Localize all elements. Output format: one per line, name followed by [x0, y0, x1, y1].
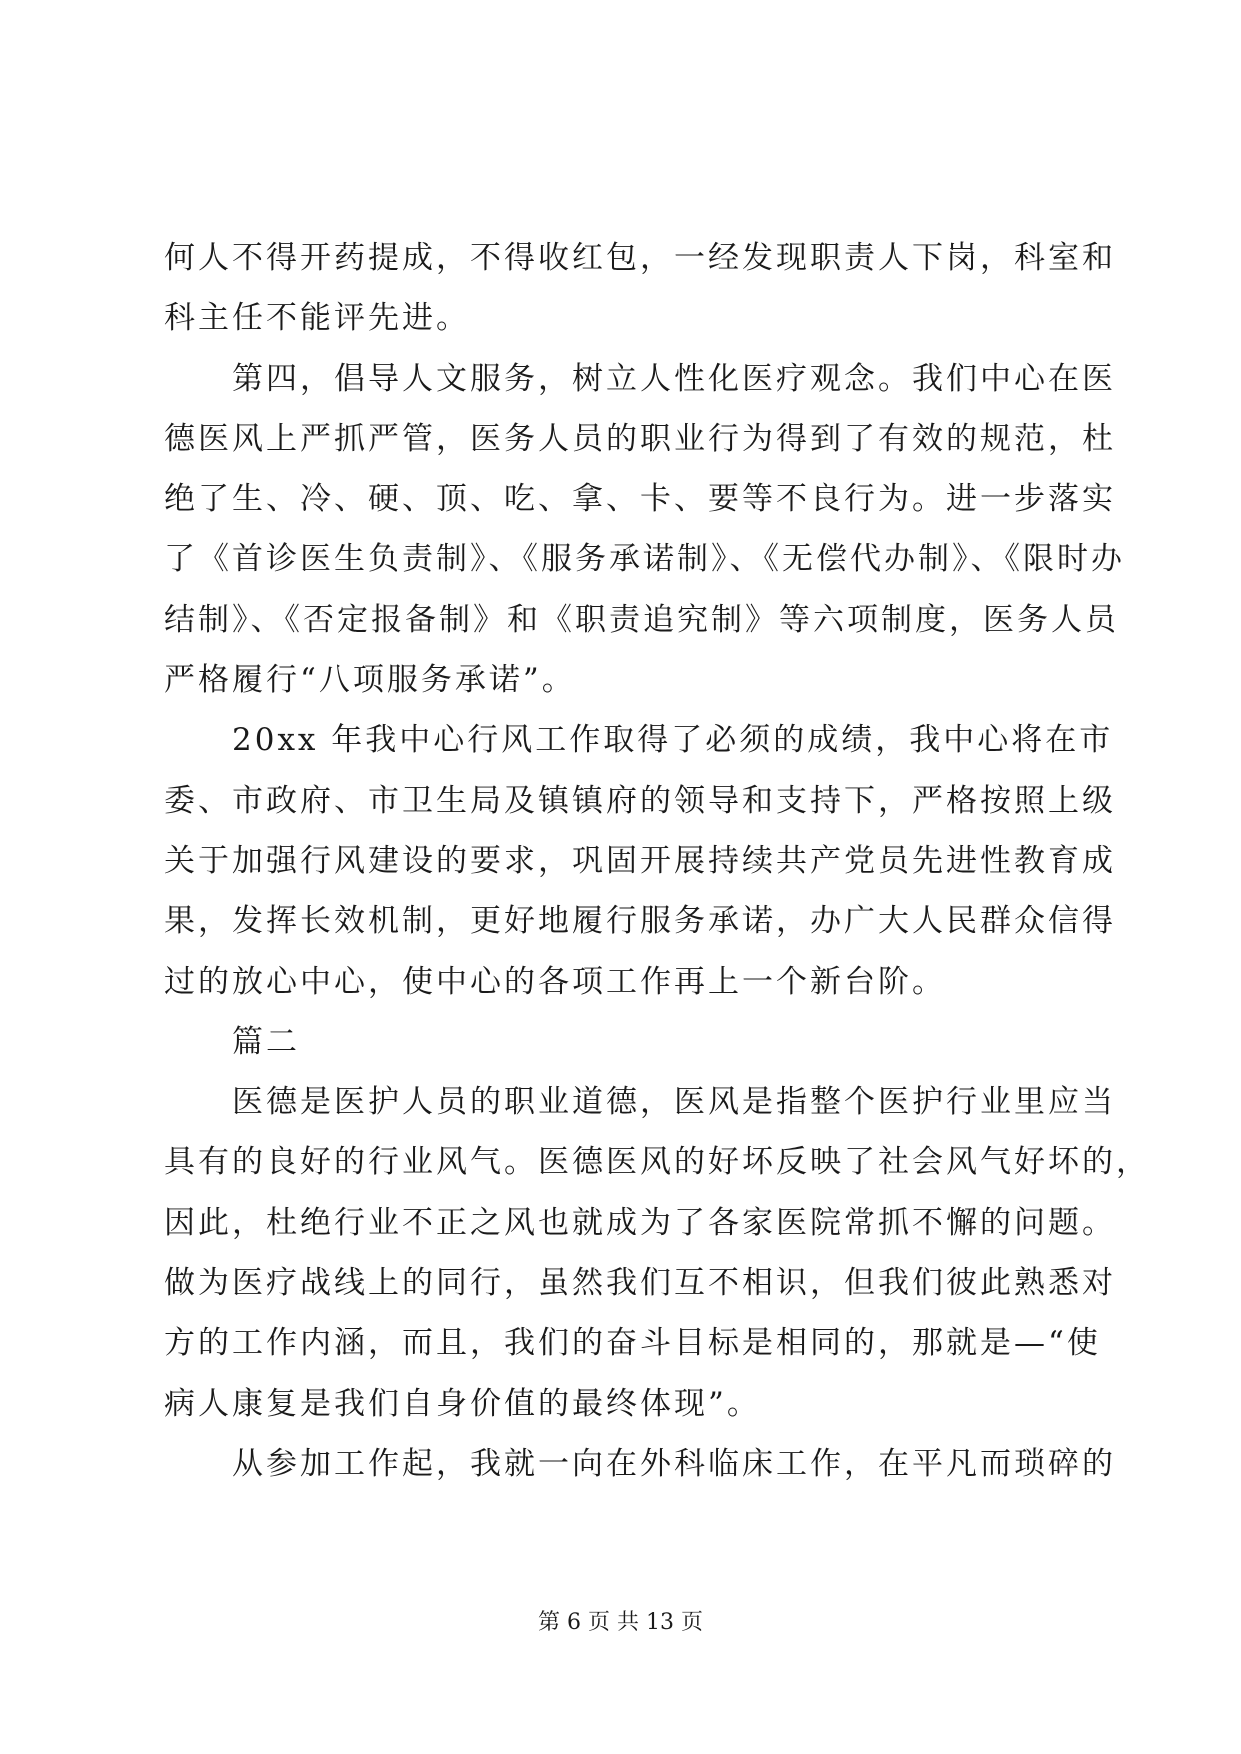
- body-text: [164, 228, 1150, 1494]
- text-line: 具有的良好的行业风气。医德医风的好坏反映了社会风气好坏的，: [164, 1144, 1150, 1181]
- text-line: 了《首诊医生负责制》、《服务承诺制》、《无偿代办制》、《限时办: [164, 541, 1125, 578]
- text-line: 结制》、《否定报备制》和《职责追究制》等六项制度，医务人员: [164, 601, 1119, 638]
- page-footer: [0, 1608, 1241, 1638]
- text-line: 方的工作内涵，而且，我们的奋斗目标是相同的，那就是—“使: [164, 1325, 1101, 1362]
- text-line: 因此，杜绝行业不正之风也就成为了各家医院常抓不懈的问题。: [164, 1204, 1116, 1241]
- section-heading: 篇二: [164, 1023, 300, 1060]
- text-line: 从参加工作起，我就一向在外科临床工作，在平凡而琐碎的: [164, 1445, 1116, 1482]
- text-line: 关于加强行风建设的要求，巩固开展持续共产党员先进性教育成: [164, 842, 1116, 879]
- text-line: 医德是医护人员的职业道德，医风是指整个医护行业里应当: [164, 1084, 1116, 1121]
- text-line: 果，发挥长效机制，更好地履行服务承诺，办广大人民群众信得: [164, 903, 1116, 940]
- text-line: 做为医疗战线上的同行，虽然我们互不相识，但我们彼此熟悉对: [164, 1265, 1116, 1302]
- text-line: 德医风上严抓严管，医务人员的职业行为得到了有效的规范，杜: [164, 420, 1116, 457]
- text-line: 病人康复是我们自身价值的最终体现”。: [164, 1385, 761, 1422]
- text-line: 科主任不能评先进。: [164, 300, 470, 337]
- page-number: 第 6 页 共 13 页: [538, 1610, 703, 1635]
- text-line: 严格履行“八项服务承诺”。: [164, 662, 576, 699]
- text-line: 第四，倡导人文服务，树立人性化医疗观念。我们中心在医: [164, 360, 1116, 397]
- text-line: 委、市政府、市卫生局及镇镇府的领导和支持下，严格按照上级: [164, 782, 1116, 819]
- text-line: 过的放心中心，使中心的各项工作再上一个新台阶。: [164, 963, 946, 1000]
- text-line: 20xx 年我中心行风工作取得了必须的成绩，我中心将在市: [164, 722, 1114, 759]
- text-line: 绝了生、冷、硬、顶、吃、拿、卡、要等不良行为。进一步落实: [164, 481, 1116, 518]
- text-line: 何人不得开药提成，不得收红包，一经发现职责人下岗，科室和: [164, 240, 1116, 276]
